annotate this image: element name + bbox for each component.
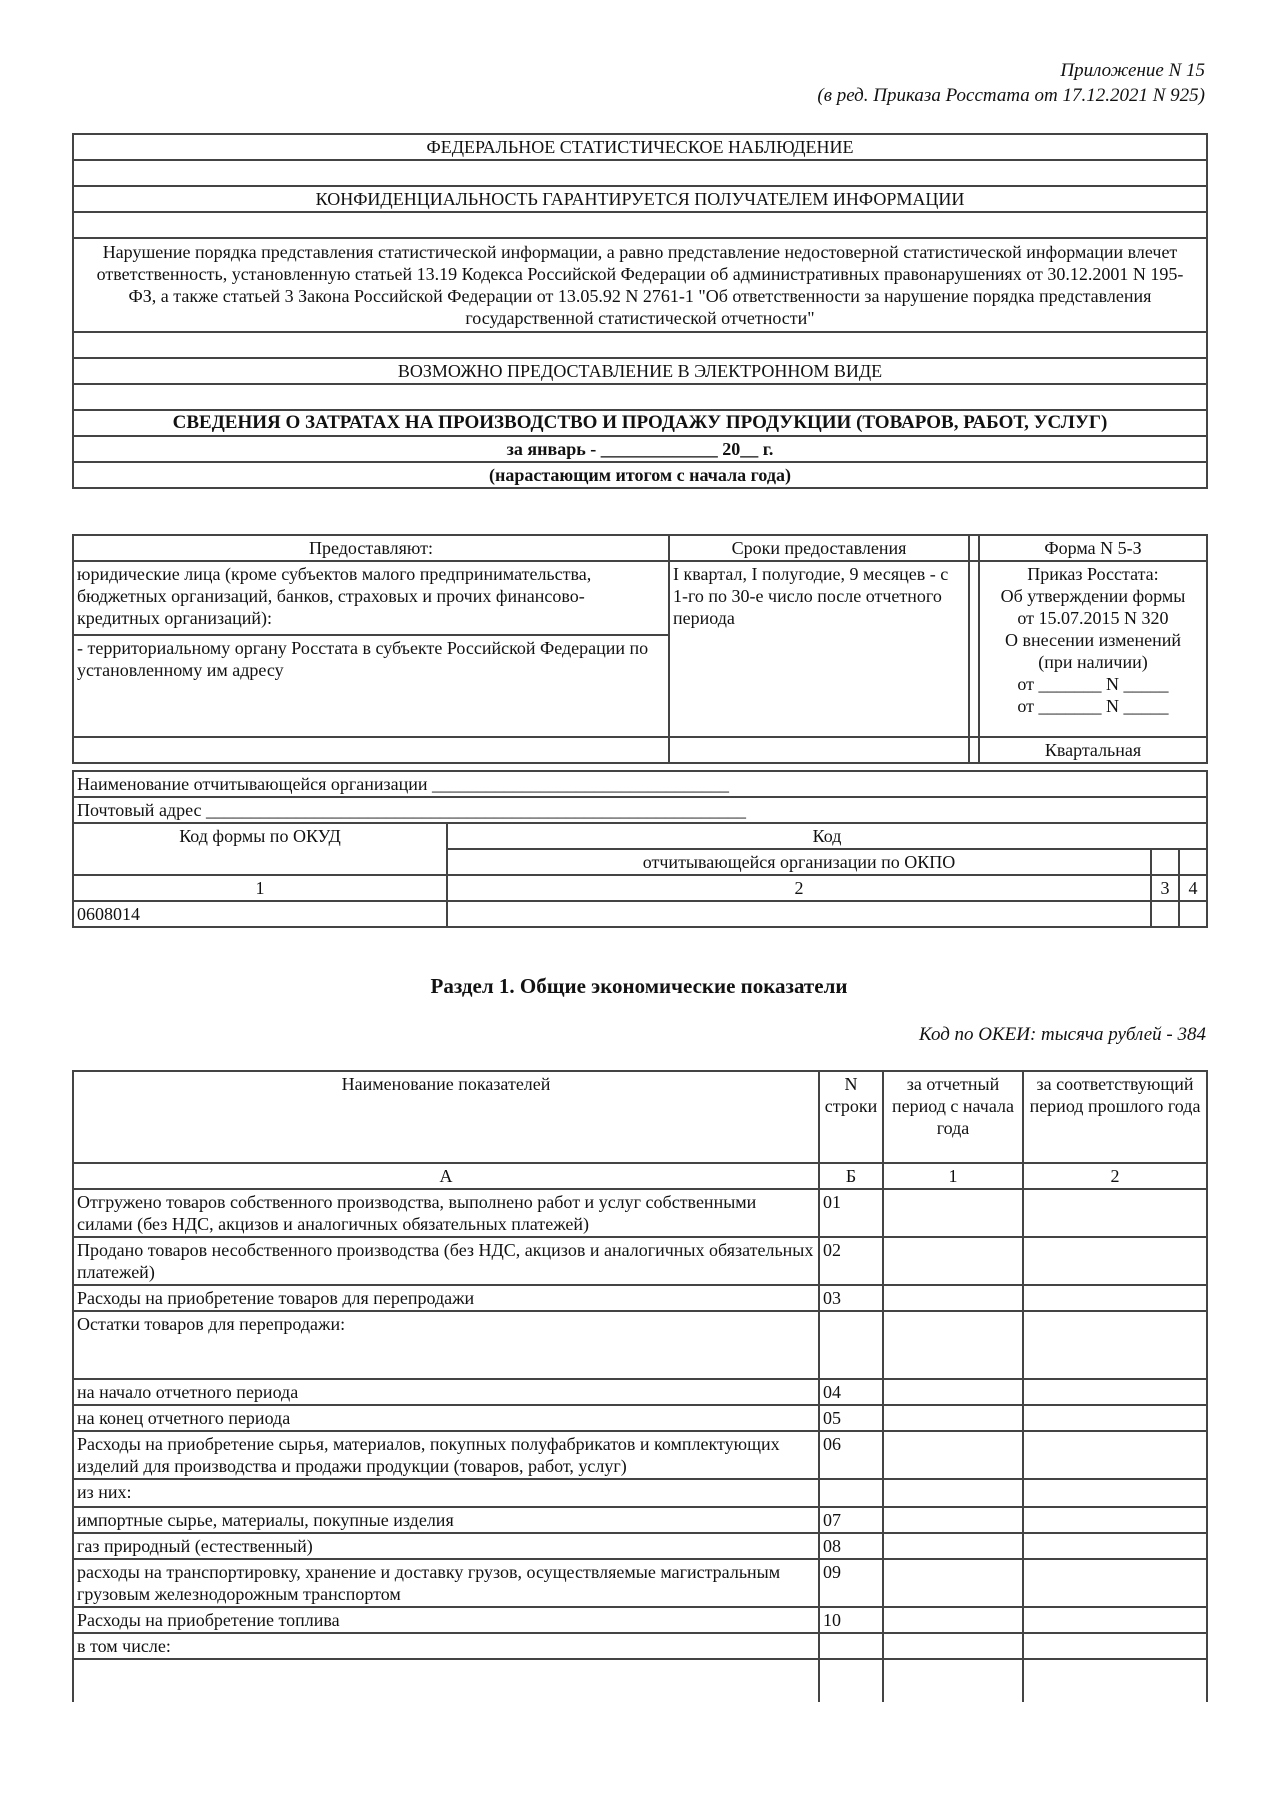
- indicators-table: [72, 1070, 1208, 1702]
- current-value-field[interactable]: [883, 1559, 1023, 1607]
- current-value-field[interactable]: [883, 1479, 1023, 1507]
- column-code: Б: [819, 1163, 883, 1189]
- row-number: [819, 1479, 883, 1507]
- deadline-text: I квартал, I полугодие, 9 месяцев - с 1-го по 30-е число после отчетного периода: [669, 561, 969, 737]
- previous-value-field[interactable]: [1023, 1507, 1207, 1533]
- previous-value-field[interactable]: [1023, 1311, 1207, 1379]
- indicator-name: на конец отчетного периода: [73, 1405, 819, 1431]
- code-field[interactable]: [1151, 901, 1179, 927]
- indicator-name: в том числе:: [73, 1633, 819, 1659]
- row-number: 04: [819, 1379, 883, 1405]
- previous-value-field[interactable]: [1023, 1285, 1207, 1311]
- previous-value-field[interactable]: [1023, 1237, 1207, 1285]
- form-number: Форма N 5-З: [979, 535, 1207, 561]
- header-table: [72, 133, 1208, 489]
- divider-cell: [969, 737, 979, 763]
- column-code: 1: [883, 1163, 1023, 1189]
- current-value-field[interactable]: [883, 1633, 1023, 1659]
- okud-label: Код формы по ОКУД: [73, 823, 447, 875]
- divider-cell: [969, 535, 979, 561]
- table-row: [73, 1379, 1207, 1405]
- deadlines-header: Сроки предоставления: [669, 535, 969, 561]
- order-line: от _______ N _____: [1017, 696, 1169, 716]
- indicator-name: Отгружено товаров собственного производства, выполнено работ и услуг собственными силами (без НДС, акцизов и аналогичных обязательных платежей): [73, 1189, 819, 1237]
- row-number: 07: [819, 1507, 883, 1533]
- current-value-field[interactable]: [883, 1431, 1023, 1479]
- indicator-name: расходы на транспортировку, хранение и доставку грузов, осуществляемые магистральным грузовым железнодорожным транспортом: [73, 1559, 819, 1607]
- indicator-name: газ природный (естественный): [73, 1533, 819, 1559]
- indicator-name: Продано товаров несобственного производства (без НДС, акцизов и аналогичных обязательных платежей): [73, 1237, 819, 1285]
- previous-value-field[interactable]: [1023, 1533, 1207, 1559]
- row-number: [819, 1311, 883, 1379]
- current-value-field[interactable]: [883, 1189, 1023, 1237]
- row-number: 10: [819, 1607, 883, 1633]
- previous-value-field[interactable]: [1023, 1405, 1207, 1431]
- submitters-header: Предоставляют:: [73, 535, 669, 561]
- electronic-note: ВОЗМОЖНО ПРЕДОСТАВЛЕНИЕ В ЭЛЕКТРОННОМ ВИДЕ: [73, 358, 1207, 384]
- row-number: 06: [819, 1431, 883, 1479]
- table-row: [73, 1559, 1207, 1607]
- current-value-field[interactable]: [883, 1533, 1023, 1559]
- table-row: [73, 1659, 1207, 1702]
- okpo-code-field[interactable]: [447, 901, 1151, 927]
- column-number: 4: [1179, 875, 1207, 901]
- order-line: Об утверждении формы: [1000, 586, 1186, 606]
- code-label: Код: [447, 823, 1207, 849]
- organization-name: Наименование отчитывающейся организации _________________________________: [73, 771, 1207, 797]
- periodicity: Квартальная: [979, 737, 1207, 763]
- column-number: 1: [73, 875, 447, 901]
- row-number: [819, 1633, 883, 1659]
- section-title: Раздел 1. Общие экономические показатели: [430, 974, 848, 998]
- empty-cell: [1179, 849, 1207, 875]
- previous-period-header: за соответствующий период прошлого года: [1023, 1071, 1207, 1163]
- spacer: [73, 212, 1207, 238]
- empty-cell: [73, 1659, 819, 1702]
- current-value-field[interactable]: [883, 1237, 1023, 1285]
- order-info: [979, 561, 1207, 737]
- previous-value-field[interactable]: [1023, 1479, 1207, 1507]
- row-number: 08: [819, 1533, 883, 1559]
- column-number: 3: [1151, 875, 1179, 901]
- table-row: [73, 1607, 1207, 1633]
- order-line: О внесении изменений: [1004, 630, 1182, 650]
- current-value-field[interactable]: [883, 1285, 1023, 1311]
- order-line: (при наличии): [1038, 652, 1148, 672]
- current-value-field[interactable]: [883, 1379, 1023, 1405]
- table-row: [73, 1311, 1207, 1379]
- spacer: [73, 384, 1207, 410]
- indicator-name: Расходы на приобретение топлива: [73, 1607, 819, 1633]
- form-title: СВЕДЕНИЯ О ЗАТРАТАХ НА ПРОИЗВОДСТВО И ПРОДАЖУ ПРОДУКЦИИ (ТОВАРОВ, РАБОТ, УСЛУГ): [73, 410, 1207, 436]
- table-row: [73, 1431, 1207, 1479]
- submitters-entities: юридические лица (кроме субъектов малого предпринимательства, бюджетных организаций, банков, страховых и прочих финансово-кредитных организаций):: [73, 561, 669, 635]
- previous-value-field[interactable]: [1023, 1559, 1207, 1607]
- spacer: [73, 160, 1207, 186]
- table-row: [73, 1533, 1207, 1559]
- okei-code: Код по ОКЕИ: тысяча рублей - 384: [919, 1024, 1206, 1045]
- federal-observation: ФЕДЕРАЛЬНОЕ СТАТИСТИЧЕСКОЕ НАБЛЮДЕНИЕ: [73, 134, 1207, 160]
- order-line: от _______ N _____: [1017, 674, 1169, 694]
- column-number: 2: [447, 875, 1151, 901]
- table-row: [73, 1285, 1207, 1311]
- appendix-number: Приложение N 15: [1060, 60, 1205, 81]
- table-row: [73, 1189, 1207, 1237]
- order-line: Приказ Росстата:: [1027, 564, 1159, 584]
- empty-cell: [73, 737, 669, 763]
- submission-table: [72, 534, 1208, 764]
- column-code: А: [73, 1163, 819, 1189]
- previous-value-field[interactable]: [1023, 1431, 1207, 1479]
- submitters-destination: - территориальному органу Росстата в субъекте Российской Федерации по установленному им адресу: [73, 635, 669, 737]
- divider-cell: [969, 561, 979, 737]
- row-number: 03: [819, 1285, 883, 1311]
- indicator-rows: [73, 1189, 1207, 1702]
- current-value-field[interactable]: [883, 1405, 1023, 1431]
- postal-address: Почтовый адрес ____________________________________________________________: [73, 797, 1207, 823]
- table-row: [73, 1405, 1207, 1431]
- indicator-name-header: Наименование показателей: [73, 1071, 819, 1163]
- table-row: [73, 1633, 1207, 1659]
- indicator-name: импортные сырье, материалы, покупные изделия: [73, 1507, 819, 1533]
- liability-warning: Нарушение порядка представления статистической информации, а равно представление недостоверной статистической информации влечет ответственность, установленную статьей 13.19 Кодекса Российской Федерации об административных правонарушениях от 30.12.2001 N 195-ФЗ, а также статьей 3 Закона Российской Федерации от 13.05.92 N 2761-1 "Об ответственности за нарушение порядка представления государственной статистической отчетности": [73, 238, 1207, 332]
- previous-value-field[interactable]: [1023, 1189, 1207, 1237]
- current-value-field[interactable]: [883, 1507, 1023, 1533]
- order-line: от 15.07.2015 N 320: [1017, 608, 1169, 628]
- row-number-header: N строки: [819, 1071, 883, 1163]
- okud-code: 0608014: [73, 901, 447, 927]
- empty-cell: [1023, 1659, 1207, 1702]
- row-number: 02: [819, 1237, 883, 1285]
- row-number: 01: [819, 1189, 883, 1237]
- okpo-label: отчитывающейся организации по ОКПО: [447, 849, 1151, 875]
- spacer: [73, 332, 1207, 358]
- current-period-header: за отчетный период с начала года: [883, 1071, 1023, 1163]
- row-number: 09: [819, 1559, 883, 1607]
- column-code: 2: [1023, 1163, 1207, 1189]
- current-value-field[interactable]: [883, 1607, 1023, 1633]
- row-number: 05: [819, 1405, 883, 1431]
- previous-value-field[interactable]: [1023, 1633, 1207, 1659]
- previous-value-field[interactable]: [1023, 1607, 1207, 1633]
- current-value-field[interactable]: [883, 1311, 1023, 1379]
- indicator-name: Расходы на приобретение сырья, материалов, покупных полуфабрикатов и комплектующих изделий для производства и продажи продукции (товаров, работ, услуг): [73, 1431, 819, 1479]
- table-row: [73, 1507, 1207, 1533]
- empty-cell: [883, 1659, 1023, 1702]
- organization-table: [72, 770, 1208, 928]
- empty-cell: [1151, 849, 1179, 875]
- indicator-name: на начало отчетного периода: [73, 1379, 819, 1405]
- confidentiality-note: КОНФИДЕНЦИАЛЬНОСТЬ ГАРАНТИРУЕТСЯ ПОЛУЧАТЕЛЕМ ИНФОРМАЦИИ: [73, 186, 1207, 212]
- code-field[interactable]: [1179, 901, 1207, 927]
- cumulative-note: (нарастающим итогом с начала года): [73, 462, 1207, 488]
- indicator-name: из них:: [73, 1479, 819, 1507]
- appendix-edition: (в ред. Приказа Росстата от 17.12.2021 N 925): [817, 85, 1205, 106]
- indicator-name: Остатки товаров для перепродажи:: [73, 1311, 819, 1379]
- previous-value-field[interactable]: [1023, 1379, 1207, 1405]
- table-row: [73, 1479, 1207, 1507]
- empty-cell: [669, 737, 969, 763]
- report-period: за январь - _____________ 20__ г.: [73, 436, 1207, 462]
- indicator-name: Расходы на приобретение товаров для перепродажи: [73, 1285, 819, 1311]
- table-row: [73, 1237, 1207, 1285]
- empty-cell: [819, 1659, 883, 1702]
